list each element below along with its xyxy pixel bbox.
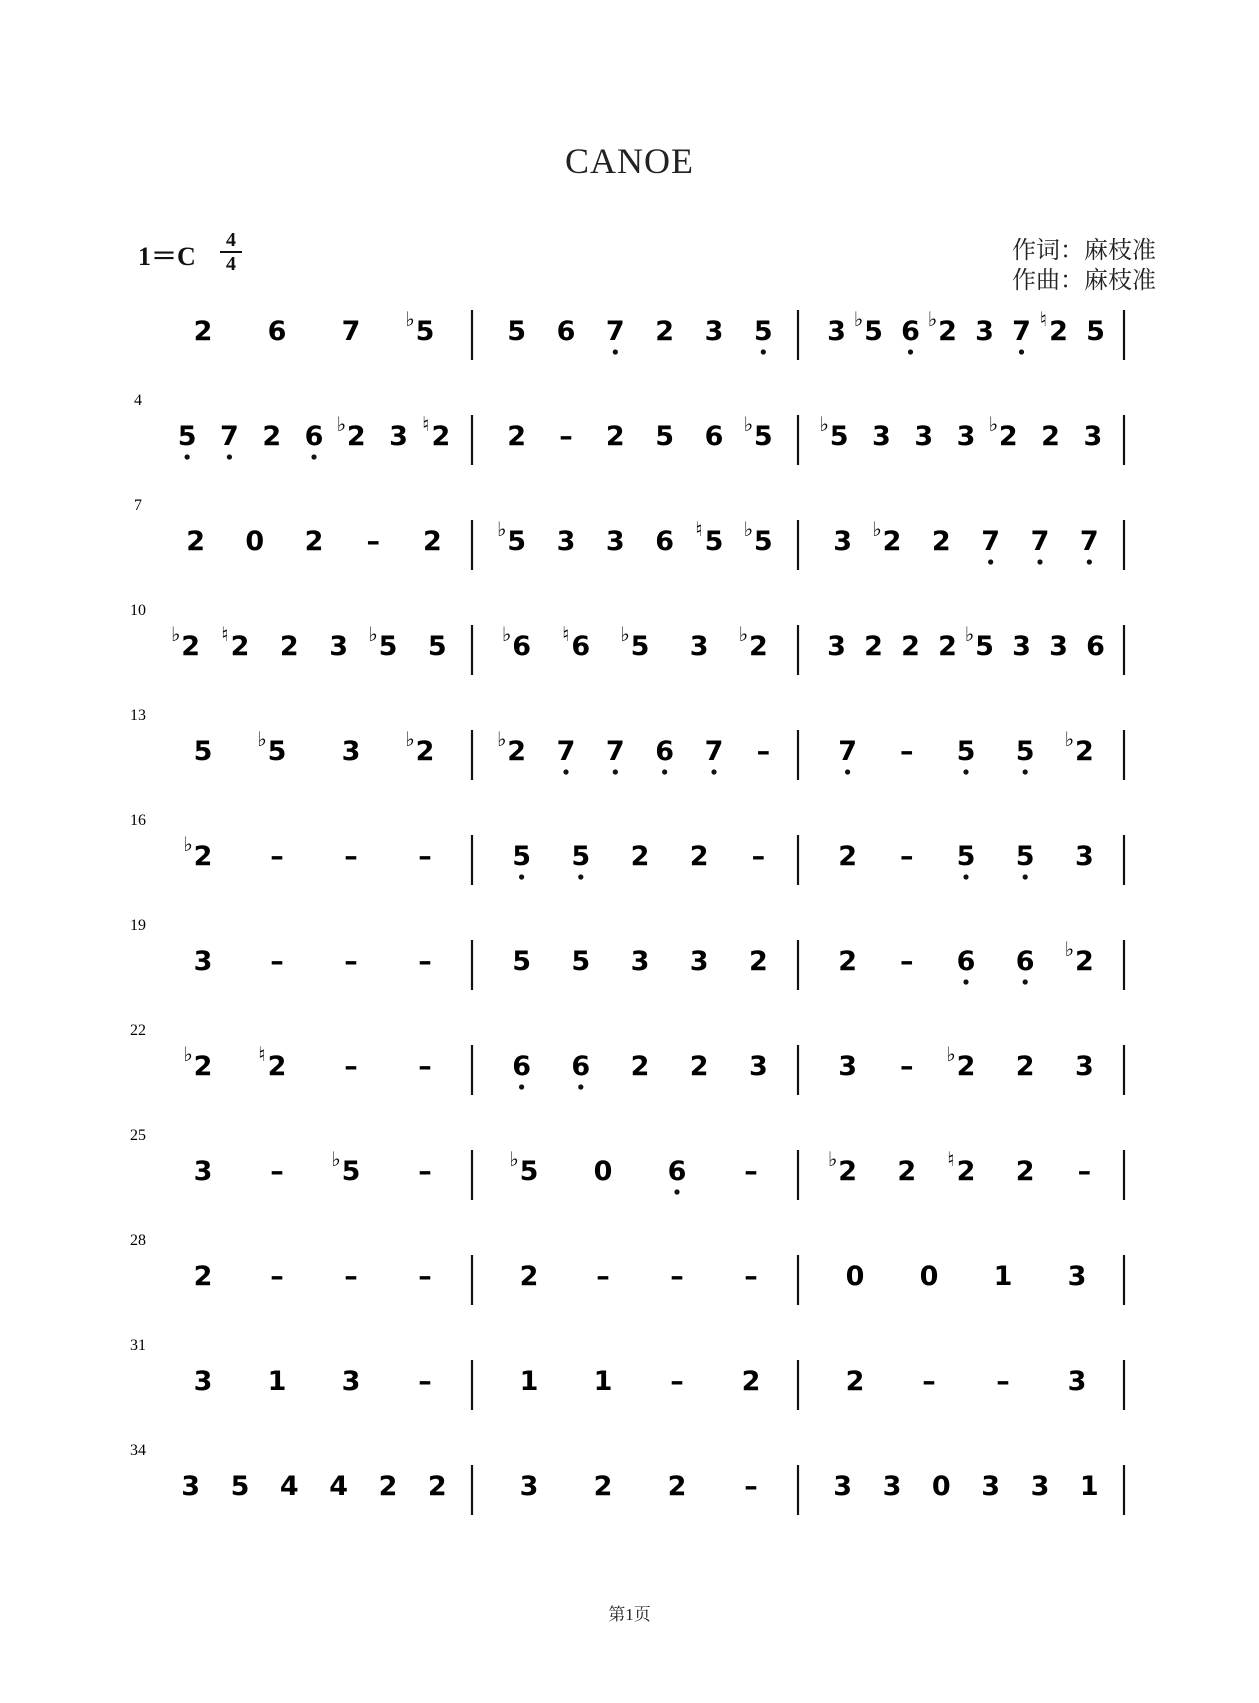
- accidental: ♮: [695, 517, 703, 541]
- accidental: ♮: [947, 1147, 955, 1171]
- sustain-dash: –: [366, 526, 380, 557]
- note: 4: [279, 1471, 299, 1502]
- low-octave-dot: [185, 454, 190, 459]
- time-signature-beats: 4: [226, 229, 236, 251]
- note: 2: [931, 526, 951, 557]
- note: 1: [593, 1366, 613, 1397]
- score-system: [130, 1337, 1124, 1410]
- accidental: ♭: [496, 727, 507, 751]
- low-octave-dot: [578, 1084, 583, 1089]
- note: 2: [689, 1051, 709, 1082]
- note: 5: [512, 946, 531, 977]
- note: 2: [749, 946, 768, 977]
- measure-number: 7: [134, 497, 142, 514]
- score-title: CANOE: [565, 141, 694, 181]
- accidental: ♭: [368, 622, 378, 646]
- low-octave-dot: [711, 769, 716, 774]
- sustain-dash: –: [900, 1051, 914, 1082]
- low-octave-dot: [1019, 349, 1024, 354]
- note: 6: [304, 421, 324, 452]
- note: 2: [1015, 1156, 1035, 1187]
- note: 6: [512, 631, 531, 662]
- measure-number: 34: [130, 1442, 146, 1459]
- accidental: ♭: [336, 412, 347, 436]
- note: 1: [519, 1366, 539, 1397]
- note: 2: [262, 421, 282, 452]
- note: 2: [938, 631, 957, 662]
- note: 7: [1079, 526, 1099, 557]
- accidental: ♭: [964, 622, 975, 646]
- note: 6: [655, 736, 675, 767]
- sustain-dash: –: [900, 841, 914, 872]
- note: 7: [1012, 316, 1031, 347]
- note: 2: [630, 841, 650, 872]
- note: 2: [605, 421, 625, 452]
- low-octave-dot: [963, 769, 968, 774]
- note: 3: [630, 946, 650, 977]
- note: 3: [914, 421, 934, 452]
- sustain-dash: –: [744, 1156, 758, 1187]
- score-system: [130, 1022, 1124, 1095]
- note: 5: [571, 946, 591, 977]
- rest: 0: [245, 526, 265, 557]
- note: 2: [998, 421, 1018, 452]
- note: 2: [882, 526, 902, 557]
- note: 1: [1079, 1471, 1099, 1502]
- note: 3: [827, 631, 846, 662]
- note: 2: [864, 631, 883, 662]
- note: 2: [1049, 316, 1068, 347]
- measure-number: 31: [130, 1337, 146, 1354]
- note: 7: [704, 736, 724, 767]
- note: 5: [177, 421, 197, 452]
- note: 2: [845, 1366, 865, 1397]
- note: 2: [304, 526, 324, 557]
- accidental: ♭: [743, 412, 754, 436]
- note: 3: [181, 1471, 201, 1502]
- score-system: [130, 1127, 1124, 1200]
- accidental: ♭: [405, 727, 415, 751]
- low-octave-dot: [613, 349, 618, 354]
- sustain-dash: –: [344, 946, 358, 977]
- measure-number: 4: [134, 392, 142, 409]
- note: 2: [1015, 1051, 1035, 1082]
- low-octave-dot: [662, 769, 667, 774]
- note: 3: [193, 946, 213, 977]
- note: 5: [864, 316, 883, 347]
- note: 3: [1067, 1366, 1087, 1397]
- note: 3: [981, 1471, 1001, 1502]
- note: 5: [341, 1156, 361, 1187]
- note: 2: [230, 631, 250, 662]
- note: 5: [519, 1156, 539, 1187]
- note: 2: [689, 841, 709, 872]
- note: 5: [378, 631, 398, 662]
- rest: 0: [593, 1156, 613, 1187]
- accidental: ♭: [331, 1147, 341, 1171]
- score-system: [134, 392, 1124, 465]
- low-octave-dot: [578, 874, 583, 879]
- note: 7: [341, 316, 361, 347]
- low-octave-dot: [1023, 874, 1028, 879]
- note: 3: [956, 421, 976, 452]
- note: 2: [1075, 946, 1094, 977]
- note: 3: [689, 946, 709, 977]
- note: 6: [655, 526, 675, 557]
- accidental: ♮: [422, 412, 430, 436]
- rest: 0: [931, 1471, 951, 1502]
- note: 7: [220, 421, 239, 452]
- note: 2: [378, 1471, 398, 1502]
- rest: 0: [845, 1261, 865, 1292]
- accidental: ♮: [258, 1042, 266, 1066]
- accidental: ♭: [738, 622, 749, 646]
- accidental: ♭: [1064, 937, 1075, 961]
- note: 2: [431, 421, 451, 452]
- note: 2: [193, 1261, 213, 1292]
- note: 2: [1041, 421, 1060, 452]
- time-signature-unit: 4: [226, 253, 236, 275]
- note: 2: [346, 421, 366, 452]
- note: 7: [605, 316, 625, 347]
- rest: 0: [919, 1261, 939, 1292]
- sustain-dash: –: [270, 946, 284, 977]
- key-signature: 1＝C: [138, 242, 196, 271]
- note: 2: [655, 316, 675, 347]
- note: 5: [267, 736, 287, 767]
- accidental: ♭: [853, 307, 864, 331]
- measure-number: 25: [130, 1127, 146, 1144]
- measure-number: 19: [130, 917, 146, 934]
- sustain-dash: –: [670, 1261, 684, 1292]
- accidental: ♭: [872, 517, 882, 541]
- note: 3: [556, 526, 576, 557]
- note: 2: [193, 1051, 213, 1082]
- note: 2: [630, 1051, 650, 1082]
- note: 2: [938, 316, 957, 347]
- note: 6: [901, 316, 920, 347]
- sustain-dash: –: [418, 946, 432, 977]
- note: 3: [689, 631, 709, 662]
- sustain-dash: –: [756, 736, 771, 767]
- note: 6: [571, 1051, 591, 1082]
- note: 2: [181, 631, 201, 662]
- note: 5: [956, 736, 976, 767]
- note: 2: [427, 1471, 447, 1502]
- note: 3: [389, 421, 408, 452]
- note: 2: [956, 1156, 976, 1187]
- note: 5: [753, 526, 773, 557]
- score-system: [130, 602, 1124, 675]
- note: 5: [512, 841, 531, 872]
- sustain-dash: –: [418, 841, 432, 872]
- score-system: [130, 707, 1124, 780]
- note: 5: [753, 421, 773, 452]
- note: 2: [593, 1471, 613, 1502]
- accidental: ♭: [183, 1042, 193, 1066]
- accidental: ♭: [988, 412, 999, 436]
- note: 5: [1015, 736, 1035, 767]
- note: 2: [507, 421, 527, 452]
- accidental: ♮: [221, 622, 229, 646]
- note: 3: [882, 1471, 902, 1502]
- sustain-dash: –: [900, 736, 914, 767]
- sustain-dash: –: [900, 946, 914, 977]
- note: 1: [267, 1366, 287, 1397]
- measure-number: 10: [130, 602, 146, 619]
- sustain-dash: –: [344, 1261, 358, 1292]
- score-system: [130, 812, 1124, 885]
- page-number: 第1页: [608, 1605, 651, 1624]
- sustain-dash: –: [670, 1366, 684, 1397]
- note: 5: [655, 421, 675, 452]
- note: 3: [1067, 1261, 1087, 1292]
- sustain-dash: –: [596, 1261, 610, 1292]
- note: 2: [193, 316, 213, 347]
- sustain-dash: –: [344, 1051, 358, 1082]
- note: 5: [507, 526, 527, 557]
- low-octave-dot: [519, 874, 524, 879]
- sustain-dash: –: [1077, 1156, 1092, 1187]
- low-octave-dot: [908, 349, 913, 354]
- accidental: ♭: [927, 307, 938, 331]
- note: 2: [956, 1051, 976, 1082]
- note: 2: [838, 946, 857, 977]
- sustain-dash: –: [744, 1471, 758, 1502]
- low-octave-dot: [988, 559, 993, 564]
- low-octave-dot: [845, 769, 850, 774]
- low-octave-dot: [563, 769, 568, 774]
- note: 3: [1075, 841, 1094, 872]
- measure-number: 16: [130, 812, 146, 829]
- low-octave-dot: [227, 454, 232, 459]
- note: 5: [630, 631, 650, 662]
- note: 5: [193, 736, 213, 767]
- low-octave-dot: [1023, 979, 1028, 984]
- note: 7: [838, 736, 857, 767]
- score-system: [130, 917, 1124, 990]
- note: 5: [829, 421, 849, 452]
- accidental: ♭: [620, 622, 630, 646]
- note: 4: [329, 1471, 349, 1502]
- accidental: ♭: [257, 727, 267, 751]
- low-octave-dot: [761, 349, 766, 354]
- sustain-dash: –: [751, 841, 766, 872]
- accidental: ♭: [496, 517, 507, 541]
- accidental: ♮: [1039, 307, 1048, 331]
- sustain-dash: –: [418, 1156, 432, 1187]
- note: 2: [741, 1366, 761, 1397]
- measure-number: 22: [130, 1022, 146, 1039]
- note: 7: [1030, 526, 1050, 557]
- accidental: ♭: [819, 412, 829, 436]
- accidental: ♭: [183, 832, 193, 856]
- note: 3: [193, 1156, 213, 1187]
- score-system: [130, 1442, 1124, 1515]
- sustain-dash: –: [559, 421, 573, 452]
- note: 3: [833, 526, 853, 557]
- note: 3: [704, 316, 724, 347]
- note: 2: [901, 631, 920, 662]
- sustain-dash: –: [270, 1156, 284, 1187]
- low-octave-dot: [1023, 769, 1028, 774]
- score-system: [130, 1232, 1124, 1305]
- sustain-dash: –: [418, 1366, 432, 1397]
- note: 5: [704, 526, 724, 557]
- note: 3: [1083, 421, 1103, 452]
- accidental: ♭: [501, 622, 512, 646]
- measure-number: 28: [130, 1232, 146, 1249]
- accidental: ♭: [827, 1147, 838, 1171]
- note: 2: [415, 736, 435, 767]
- note: 3: [1030, 1471, 1050, 1502]
- note: 6: [1015, 946, 1035, 977]
- low-octave-dot: [613, 769, 618, 774]
- note: 3: [833, 1471, 853, 1502]
- note: 2: [838, 841, 857, 872]
- note: 5: [975, 631, 994, 662]
- note: 5: [427, 631, 447, 662]
- note: 3: [1049, 631, 1068, 662]
- note: 6: [556, 316, 576, 347]
- note: 2: [507, 736, 527, 767]
- accidental: ♭: [1064, 727, 1075, 751]
- accidental: ♮: [562, 622, 570, 646]
- note: 7: [981, 526, 1001, 557]
- note: 2: [519, 1261, 539, 1292]
- sustain-dash: –: [270, 1261, 284, 1292]
- note: 2: [193, 841, 213, 872]
- note: 6: [956, 946, 976, 977]
- note: 6: [512, 1051, 531, 1082]
- note: 1: [993, 1261, 1013, 1292]
- note: 5: [956, 841, 976, 872]
- note: 2: [186, 526, 205, 557]
- note: 5: [230, 1471, 250, 1502]
- note: 3: [519, 1471, 539, 1502]
- score-system: [194, 307, 1124, 360]
- note: 6: [267, 316, 287, 347]
- sustain-dash: –: [270, 841, 284, 872]
- low-octave-dot: [963, 979, 968, 984]
- note: 5: [507, 316, 527, 347]
- note: 5: [1015, 841, 1035, 872]
- note: 3: [341, 736, 361, 767]
- note: 5: [415, 316, 435, 347]
- accidental: ♭: [946, 1042, 956, 1066]
- note: 3: [1012, 631, 1031, 662]
- note: 3: [1075, 1051, 1094, 1082]
- accidental: ♭: [509, 1147, 519, 1171]
- note: 3: [872, 421, 891, 452]
- low-octave-dot: [674, 1189, 679, 1194]
- note: 3: [329, 631, 349, 662]
- note: 3: [341, 1366, 361, 1397]
- note: 6: [667, 1156, 687, 1187]
- low-octave-dot: [519, 1084, 524, 1089]
- note: 3: [827, 316, 846, 347]
- note: 3: [749, 1051, 768, 1082]
- low-octave-dot: [963, 874, 968, 879]
- sustain-dash: –: [418, 1261, 432, 1292]
- accidental: ♭: [170, 622, 181, 646]
- note: 3: [605, 526, 625, 557]
- note: 2: [1075, 736, 1094, 767]
- note: 2: [838, 1156, 857, 1187]
- note: 3: [193, 1366, 213, 1397]
- note: 7: [605, 736, 625, 767]
- sustain-dash: –: [418, 1051, 432, 1082]
- low-octave-dot: [1087, 559, 1092, 564]
- note: 2: [749, 631, 768, 662]
- lyricist-credit: 作词：麻枝准: [1012, 238, 1156, 264]
- note: 7: [556, 736, 576, 767]
- note: 6: [704, 421, 724, 452]
- note: 3: [838, 1051, 857, 1082]
- sustain-dash: –: [922, 1366, 936, 1397]
- note: 6: [1086, 631, 1105, 662]
- note: 2: [279, 631, 299, 662]
- low-octave-dot: [1037, 559, 1042, 564]
- low-octave-dot: [311, 454, 316, 459]
- accidental: ♭: [743, 517, 754, 541]
- note: 5: [1086, 316, 1105, 347]
- note: 2: [423, 526, 442, 557]
- sustain-dash: –: [344, 841, 358, 872]
- measure-number: 13: [130, 707, 146, 724]
- sustain-dash: –: [744, 1261, 758, 1292]
- accidental: ♭: [405, 307, 415, 331]
- sustain-dash: –: [996, 1366, 1010, 1397]
- note: 2: [267, 1051, 287, 1082]
- note: 3: [975, 316, 994, 347]
- note: 2: [897, 1156, 917, 1187]
- note: 5: [753, 316, 773, 347]
- composer-credit: 作曲：麻枝准: [1012, 268, 1156, 294]
- note: 2: [667, 1471, 687, 1502]
- note: 5: [571, 841, 591, 872]
- note: 6: [571, 631, 591, 662]
- score-system: [134, 497, 1124, 570]
